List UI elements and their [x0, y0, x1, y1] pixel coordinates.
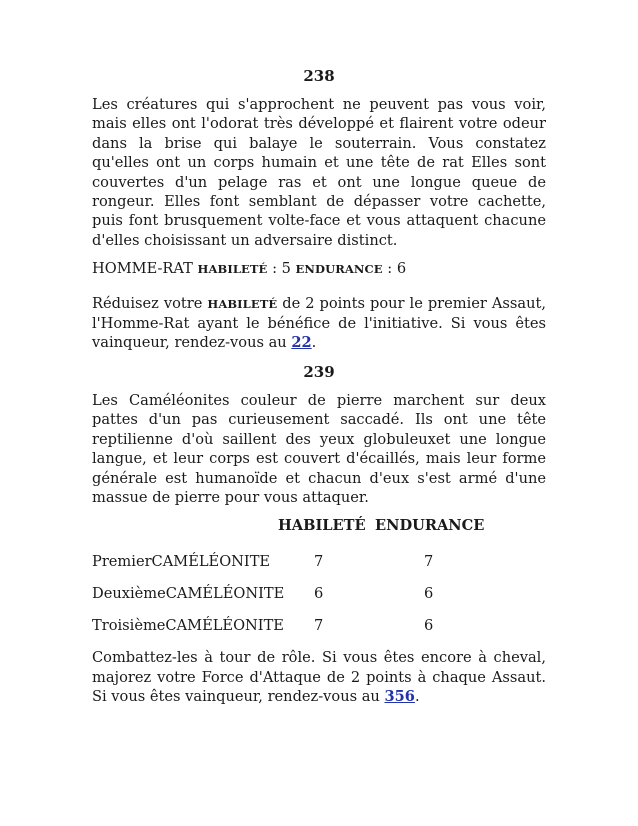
enemy-skill: 6 [314, 585, 324, 603]
enemy-stamina: 7 [424, 553, 434, 571]
link-section-356[interactable]: 356 [384, 688, 415, 706]
stamina-value: : 6 [387, 260, 407, 278]
enemy-skill: 7 [314, 553, 324, 571]
section-number-239: 239 [303, 362, 335, 381]
enemy-stamina: 6 [424, 585, 434, 603]
table-row [92, 584, 546, 604]
enemy-skill: 7 [314, 617, 324, 635]
section-238-paragraph-1: Les créatures qui s'approchent ne peuvent pas vous voir, mais elles ont l'odorat très développé et flairent votre odeur dans la brise qui balaye le souterrain. Vous constatez qu'elles ont un corps humain et une tête de rat Elles sont couvertes d'un pelage ras et ont une longue queue de rongeur. Elles font semblant de dépasser votre cachette, puis font brusquement volte-face et vous attaquent chacune d'elles choisissant un adversaire distinct. [92, 96, 546, 249]
table-row [92, 616, 546, 636]
section-number-238: 238 [303, 67, 335, 85]
table-row [92, 552, 546, 572]
enemy-stamina: 6 [424, 617, 434, 635]
table-header-stamina: ENDURANCE [375, 517, 485, 535]
enemy-name: TroisièmeCAMÉLÉONITE [92, 617, 284, 635]
skill-label: HABILETÉ [207, 296, 278, 311]
page-content [92, 66, 546, 716]
stamina-label: ENDURANCE [295, 262, 383, 277]
enemy-name: HOMME-RAT [92, 260, 193, 278]
enemy-name: DeuxièmeCAMÉLÉONITE [92, 585, 285, 603]
skill-value: : 5 [272, 260, 291, 278]
section-238-paragraph-2 [92, 294, 546, 353]
enemy-name: PremierCAMÉLÉONITE [92, 553, 271, 571]
skill-label: HABILETÉ [197, 262, 268, 277]
stats-table-header [92, 516, 546, 536]
para-text: . [414, 688, 420, 706]
table-header-skill: HABILETÉ [278, 517, 366, 535]
para-text: . [311, 334, 317, 352]
para-text: de 2 points pour le premier Assaut, l'Homme-Rat ayant le bénéfice de l'initiative. Si vous êtes vainqueur, rendez-vous au [92, 294, 547, 352]
enemy-stat-line [92, 259, 546, 279]
section-239-paragraph-2 [92, 648, 546, 706]
section-239-paragraph-1: Les Caméléonites couleur de pierre marchent sur deux pattes d'un pas curieusement saccadé. Ils ont une tête reptilienne d'où saillent des yeux globuleuxet une longue langue, et leur corps est couvert d'écaillés, mais leur forme générale est humanoïde et chacun d'eux s'est armé d'une massue de pierre pour vous attaquer. [92, 391, 546, 506]
link-section-22[interactable]: 22 [291, 334, 312, 352]
para-text: Réduisez votre [92, 294, 203, 312]
para-text: Combattez-les à tour de rôle. Si vous êtes encore à cheval, majorez votre Force d'Attaque de 2 points à chaque Assaut. Si vous êtes vainqueur, rendez-vous au [92, 649, 546, 706]
